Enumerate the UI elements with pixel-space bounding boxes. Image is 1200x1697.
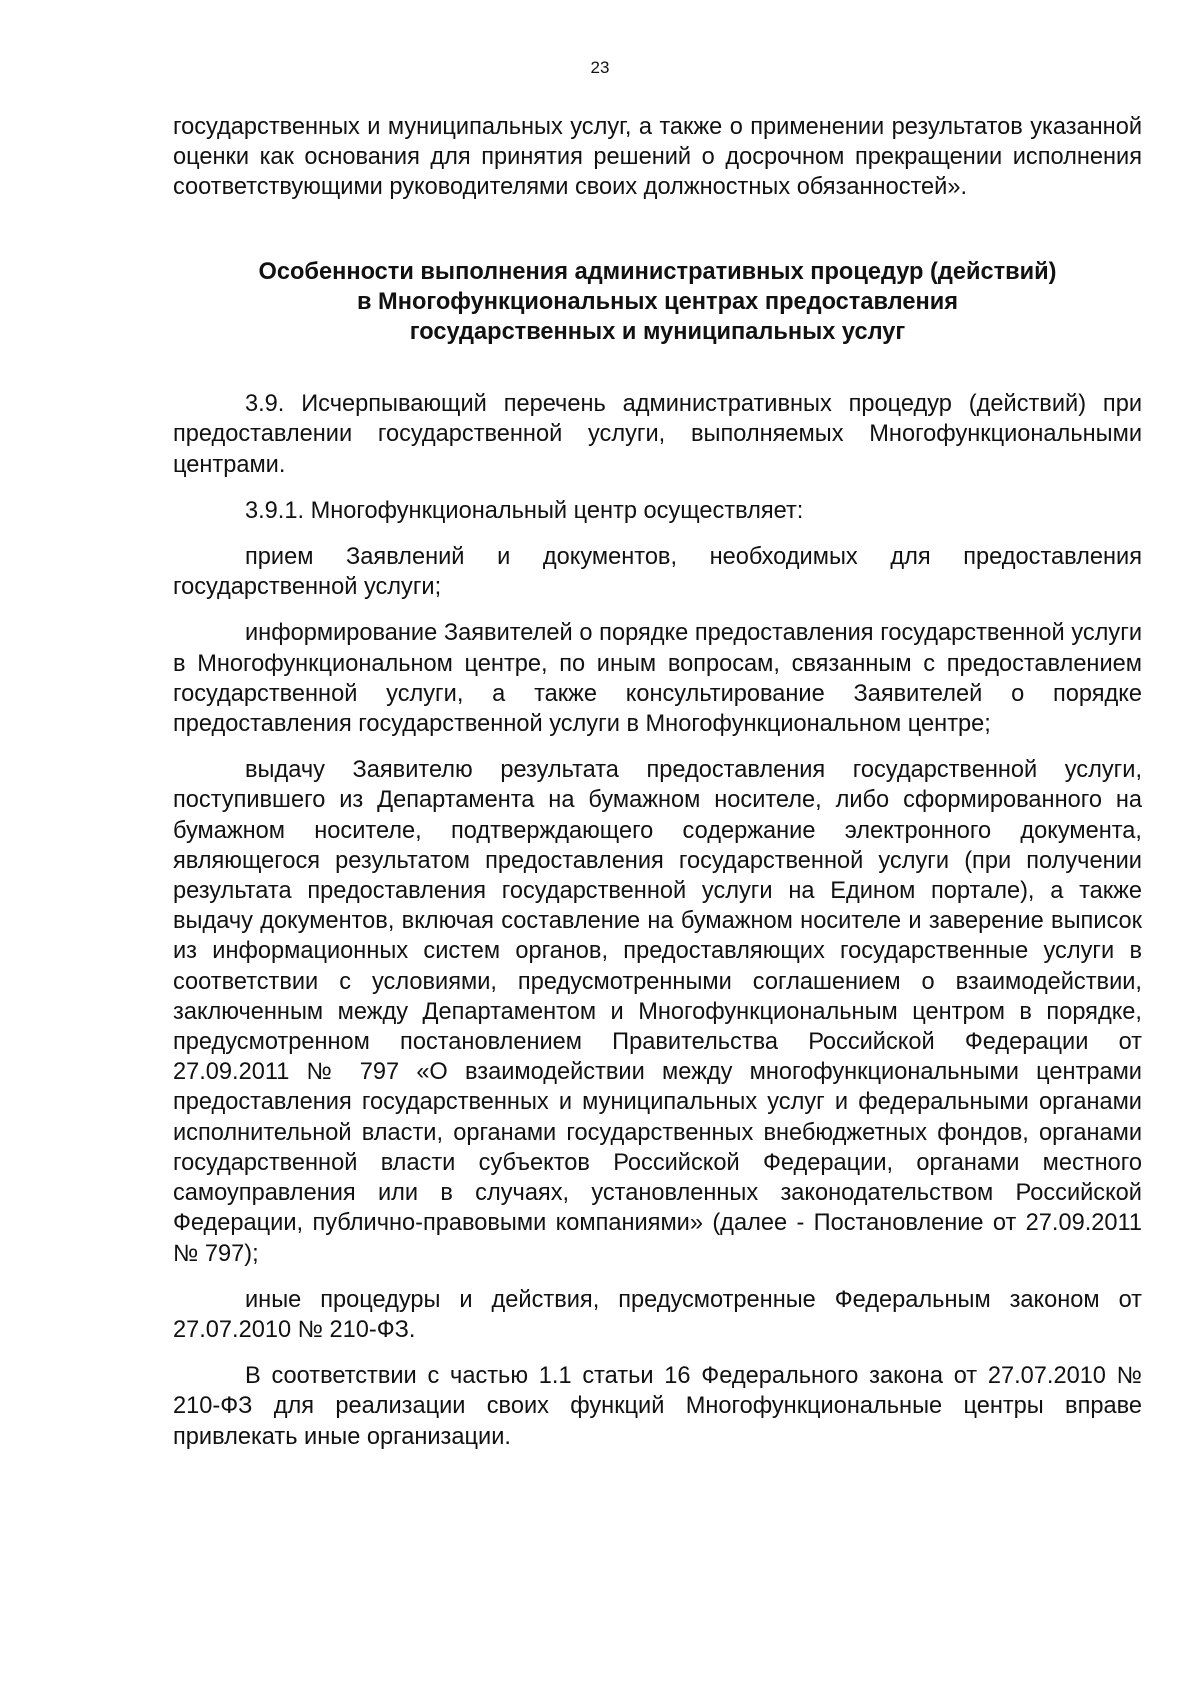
section-heading: [173, 257, 1142, 348]
document-body: [173, 112, 1142, 1452]
paragraph-3-9-1: 3.9.1. Многофункциональный центр осуществляет:: [245, 497, 804, 524]
section-heading-line-2: в Многофункциональных центрах предоставления: [357, 288, 958, 315]
list-item-other-procedures: иные процедуры и действия, предусмотренные Федеральным законом от 27.07.2010 № 210-ФЗ.: [173, 1286, 1142, 1343]
list-item-issuance: выдачу Заявителю результата предоставления государственной услуги, поступившего из Департамента на бумажном носителе, либо сформированного на бумажном носителе, подтверждающего содержание электронного документа, являющегося результатом предоставления государственной услуги (при получении результата предоставления государственной услуги на Едином портале), а также выдачу документов, включая составление на бумажном носителе и заверение выписок из информационных систем органов, предоставляющих государственные услуги в соответствии с условиями, предусмотренными соглашением о взаимодействии, заключенным между Департаментом и Многофункциональным центром в порядке, предусмотренном постановлением Правительства Российской Федерации от 27.09.2011 № 797 «О взаимодействии между многофункциональными центрами предоставления государственных и муниципальных услуг и федеральными органами исполнительной власти, органами государственных внебюджетных фондов, органами государственной власти субъектов Российской Федерации, органами местного самоуправления или в случаях, установленных законодательством Российской Федерации, публично-правовыми компаниями» (далее - Постановление от 27.09.2011 № 797);: [173, 757, 1142, 1267]
paragraph-3-9: 3.9. Исчерпывающий перечень административных процедур (действий) при предоставлении государственной услуги, выполняемых Многофункциональными центрами.: [173, 391, 1142, 478]
intro-paragraph: государственных и муниципальных услуг, а также о применении результатов указанной оценки как основания для принятия решений о досрочном прекращении исполнения соответствующими руководителями своих должностных обязанностей».: [173, 114, 1142, 201]
section-heading-line-1: Особенности выполнения административных процедур (действий): [258, 258, 1057, 285]
list-item-reception: прием Заявлений и документов, необходимых для предоставления государственной услуги;: [173, 544, 1142, 601]
section-heading-line-3: государственных и муниципальных услуг: [409, 319, 906, 346]
page-number: 23: [590, 58, 610, 77]
list-item-informing: информирование Заявителей о порядке предоставления государственной услуги в Многофункциональном центре, по иным вопросам, связанным с предоставлением государственной услуги, а также консультирование Заявителей о порядке предоставления государственной услуги в Многофункциональном центре;: [173, 620, 1142, 738]
paragraph-other-organizations: В соответствии с частью 1.1 статьи 16 Федерального закона от 27.07.2010 № 210-ФЗ для реализации своих функций Многофункциональные центры вправе привлекать иные организации.: [173, 1363, 1142, 1450]
